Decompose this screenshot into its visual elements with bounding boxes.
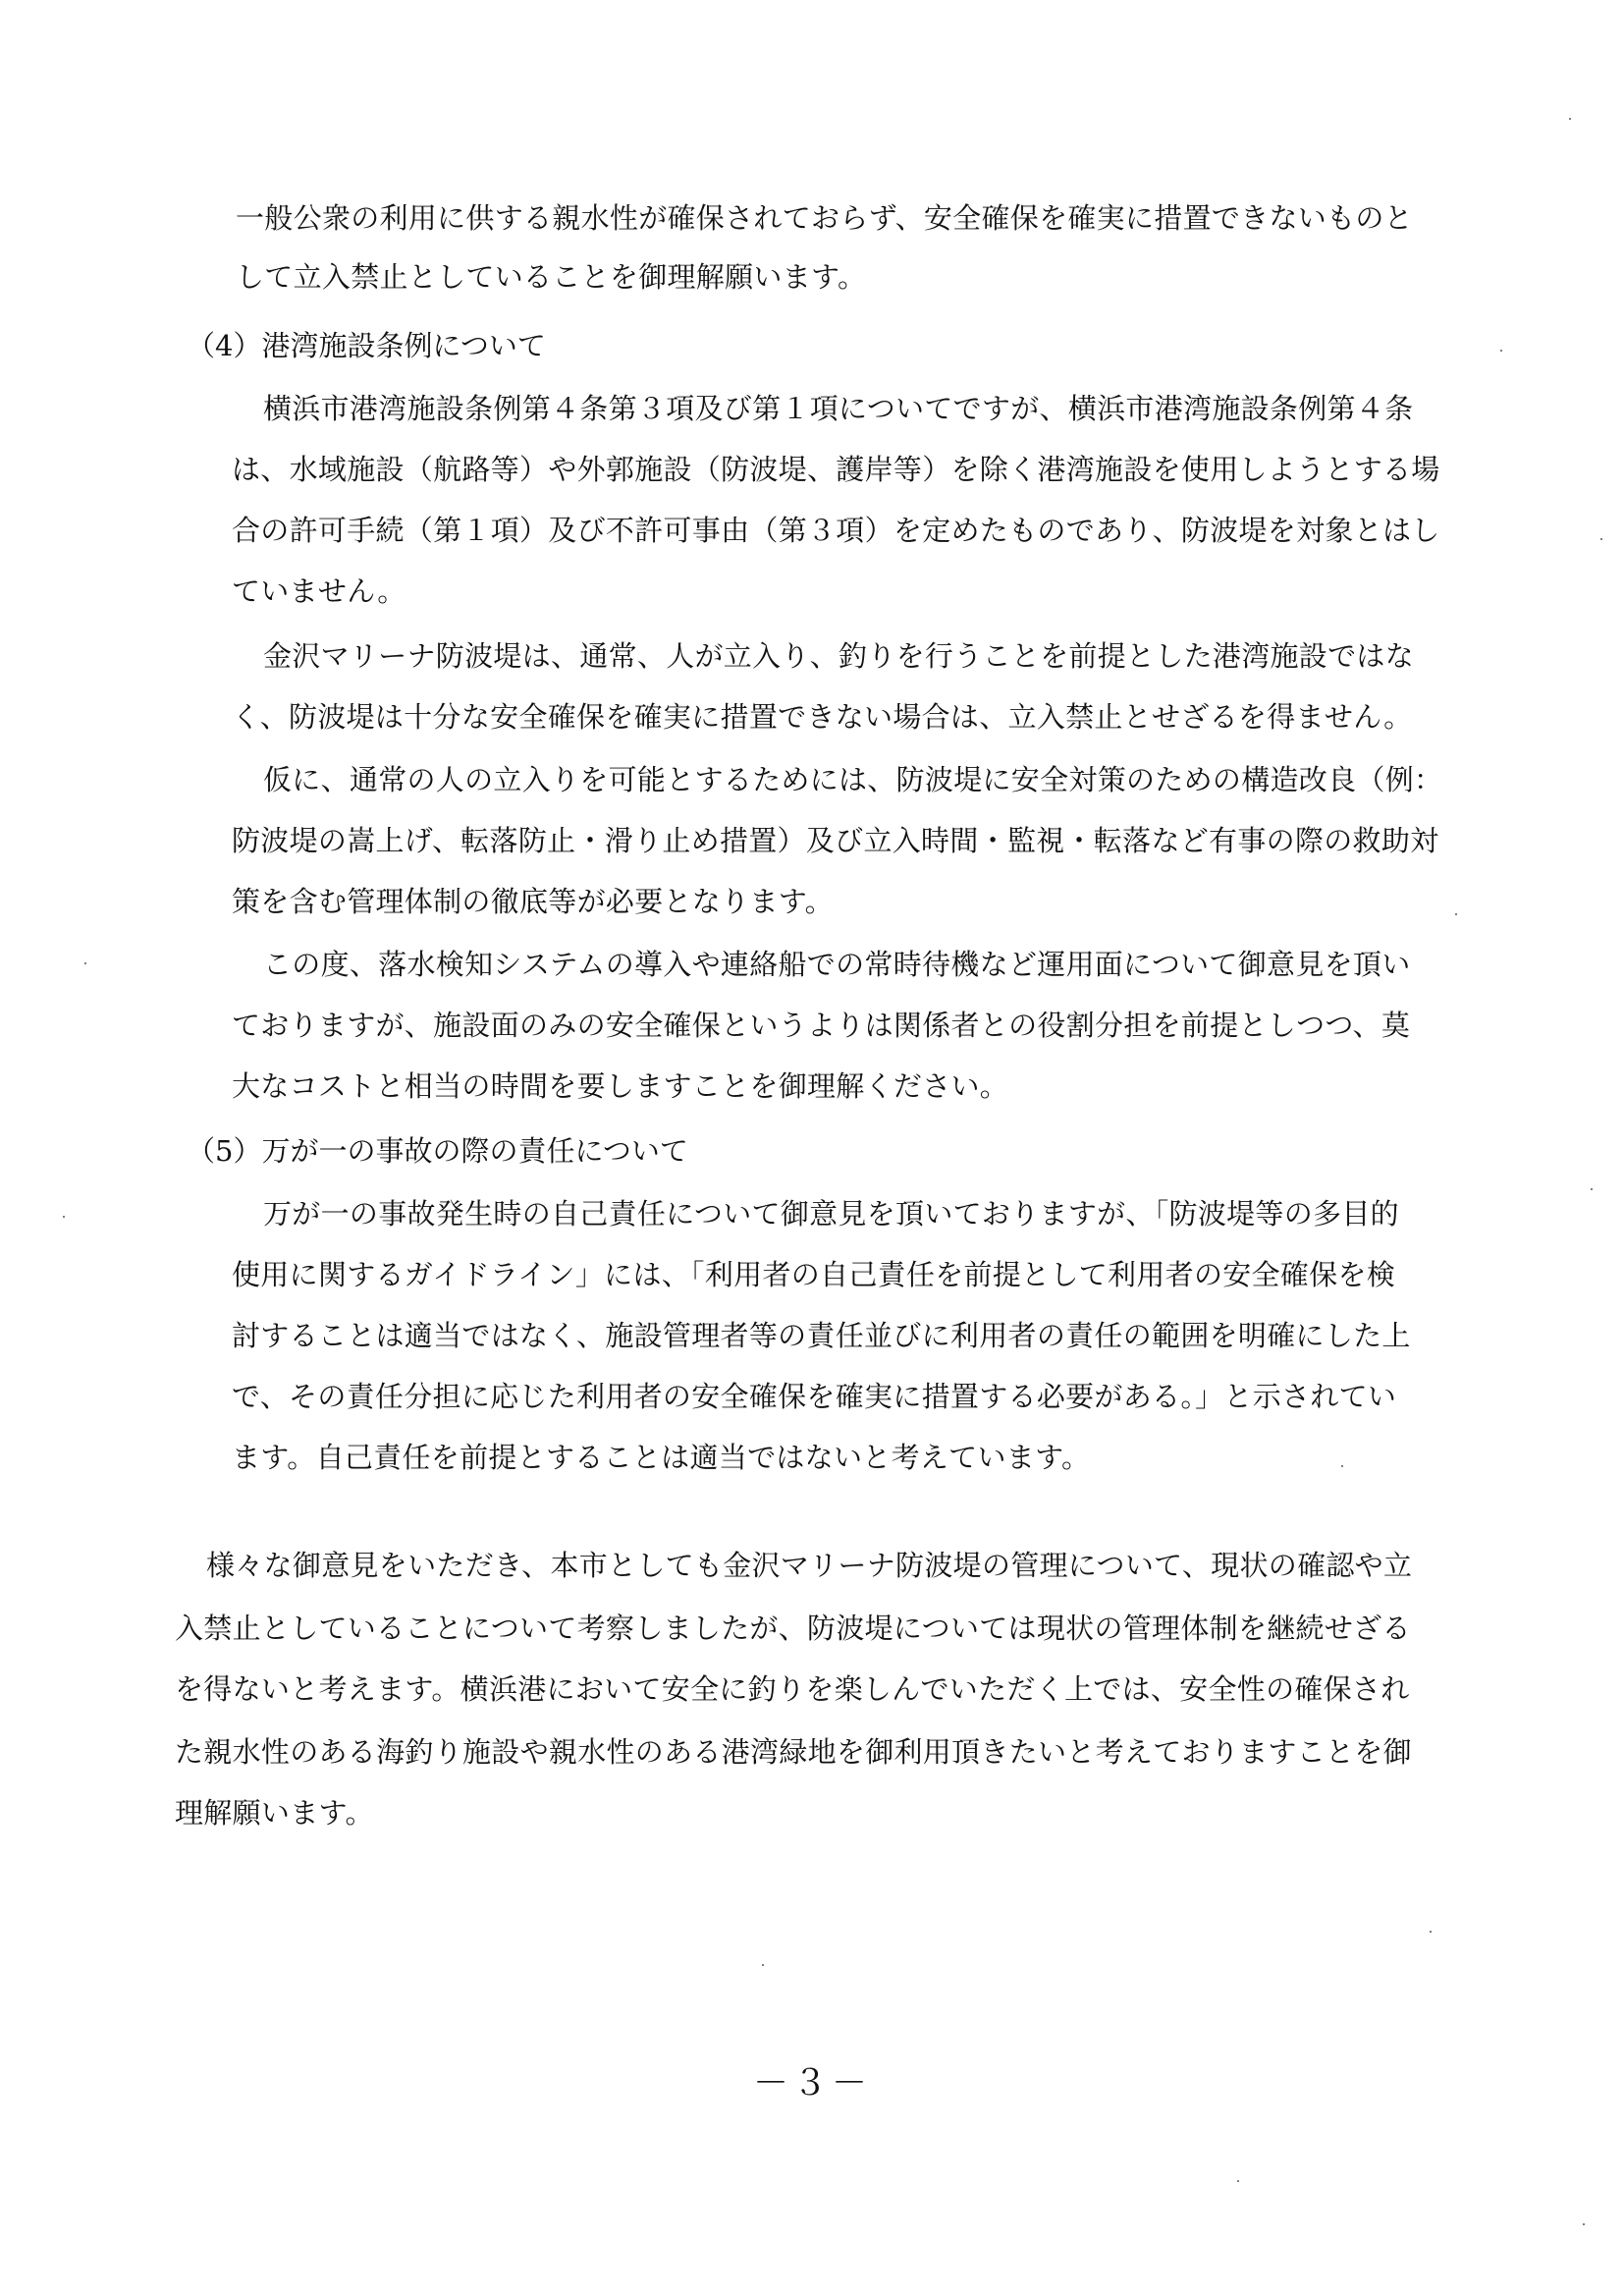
scan-speck bbox=[1569, 118, 1571, 120]
scan-speck bbox=[1341, 1465, 1343, 1467]
scan-speck bbox=[1500, 350, 1502, 352]
conclusion-line: 入禁止としていることについて考察しましたが、防波堤については現状の管理体制を継続せざる bbox=[175, 1612, 1411, 1645]
body-line: く、防波堤は十分な安全確保を確実に措置できない場合は、立入禁止とせざるを得ません。 bbox=[232, 700, 1413, 734]
body-line: 合の許可手続（第１項）及び不許可事由（第３項）を定めたものであり、防波堤を対象とはし bbox=[232, 514, 1440, 547]
scan-speck bbox=[1430, 1931, 1432, 1933]
scan-speck bbox=[1583, 2223, 1585, 2225]
body-line: 万が一の事故発生時の自己責任について御意見を頂いておりますが、「防波堤等の多目的 bbox=[263, 1197, 1399, 1230]
section-5-heading: （5）万が一の事故の際の責任について bbox=[187, 1134, 688, 1168]
body-line: 策を含む管理体制の徹底等が必要となります。 bbox=[232, 885, 834, 918]
conclusion-line: 理解願います。 bbox=[175, 1796, 374, 1830]
body-line: して立入禁止としていることを御理解願います。 bbox=[236, 260, 867, 294]
body-line: 使用に関するガイドライン」には、「利用者の自己責任を前提として利用者の安全確保を検 bbox=[232, 1258, 1396, 1291]
body-line: で、その責任分担に応じた利用者の安全確保を確実に措置する必要がある。」と示されてい bbox=[232, 1380, 1397, 1413]
body-line: 大なコストと相当の時間を要しますことを御理解ください。 bbox=[232, 1069, 1009, 1103]
body-line: ていません。 bbox=[232, 574, 406, 608]
body-line: 防波堤の嵩上げ、転落防止・滑り止め措置）及び立入時間・監視・転落など有事の際の救助対 bbox=[232, 824, 1439, 857]
body-line: ます。自己責任を前提とすることは適当ではないと考えています。 bbox=[232, 1441, 1091, 1474]
body-line: 一般公衆の利用に供する親水性が確保されておらず、安全確保を確実に措置できないものと bbox=[236, 201, 1413, 235]
scan-speck bbox=[1591, 1188, 1593, 1190]
scan-speck bbox=[1600, 538, 1602, 540]
scan-speck bbox=[1455, 913, 1457, 915]
body-line: 金沢マリーナ防波堤は、通常、人が立入り、釣りを行うことを前提とした港湾施設ではな bbox=[263, 639, 1415, 673]
scan-speck bbox=[84, 962, 86, 964]
section-4-heading: （4）港湾施設条例について bbox=[187, 329, 546, 362]
body-line: 仮に、通常の人の立入りを可能とするためには、防波堤に安全対策のための構造改良（例： bbox=[263, 763, 1443, 796]
body-line: は、水域施設（航路等）や外郭施設（防波堤、護岸等）を除く港湾施設を使用しようとする場 bbox=[232, 453, 1440, 486]
conclusion-line: 様々な御意見をいただき、本市としても金沢マリーナ防波堤の管理について、現状の確認や立 bbox=[206, 1549, 1413, 1582]
scan-speck bbox=[1237, 2180, 1239, 2182]
conclusion-line: を得ないと考えます。横浜港において安全に釣りを楽しんでいただく上では、安全性の確保され bbox=[175, 1672, 1410, 1706]
scan-speck bbox=[762, 1964, 764, 1966]
page-number: －３－ bbox=[752, 2063, 871, 2104]
body-line: 横浜市港湾施設条例第４条第３項及び第１項についてですが、横浜市港湾施設条例第４条 bbox=[263, 392, 1414, 425]
body-line: この度、落水検知システムの導入や連絡船での常時待機など運用面について御意見を頂い bbox=[263, 948, 1411, 981]
body-line: 討することは適当ではなく、施設管理者等の責任並びに利用者の責任の範囲を明確にした上 bbox=[232, 1319, 1411, 1352]
scan-speck bbox=[63, 1216, 65, 1218]
body-line: ておりますが、施設面のみの安全確保というよりは関係者との役割分担を前提としつつ、莫 bbox=[232, 1009, 1411, 1042]
conclusion-line: た親水性のある海釣り施設や親水性のある港湾緑地を御利用頂きたいと考えておりますことを御 bbox=[175, 1735, 1412, 1769]
